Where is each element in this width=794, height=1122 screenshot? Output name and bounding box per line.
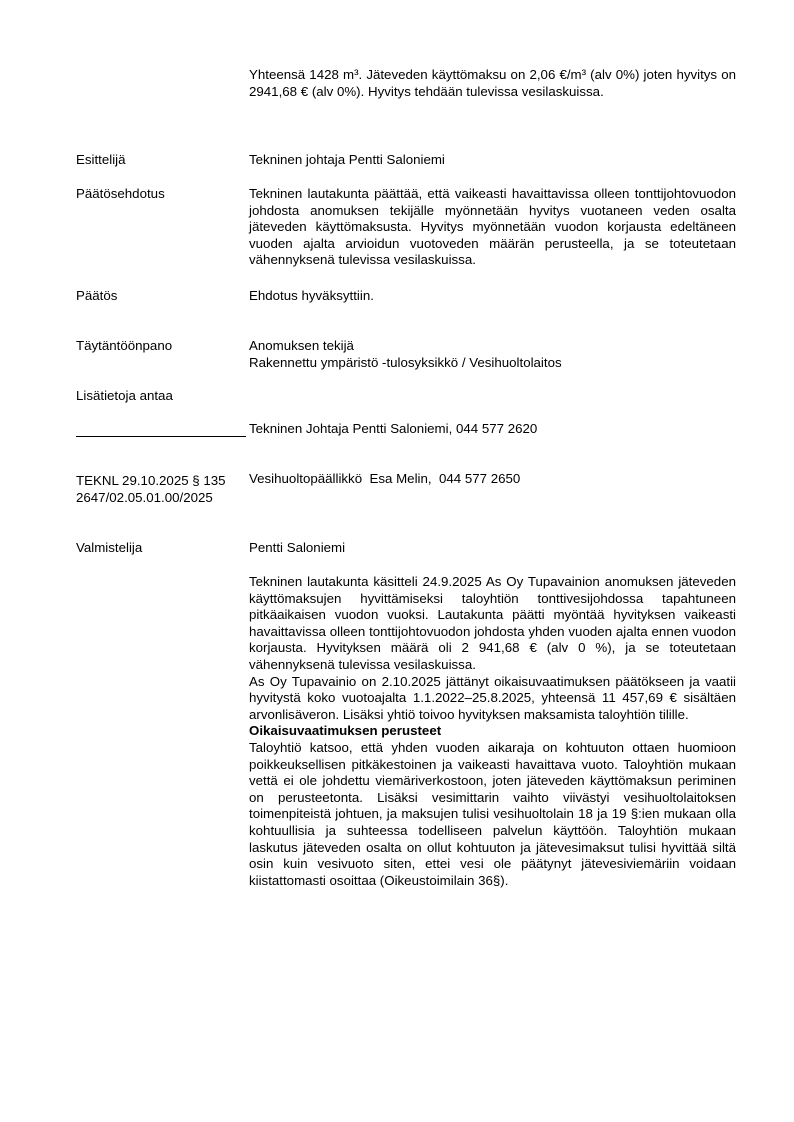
section-heading: Oikaisuvaatimuksen perusteet [249, 723, 442, 739]
taytantoonpano-line: Anomuksen tekijä [249, 338, 354, 353]
lisatietoja-line: Tekninen Johtaja Pentti Saloniemi, 044 577 2620 [249, 421, 538, 437]
esittelija-value: Tekninen johtaja Pentti Saloniemi [249, 152, 445, 167]
taytantoonpano-label: Täytäntöönpano [76, 338, 173, 353]
section-paragraph: Taloyhtiö katsoo, että yhden vuoden aikaraja on kohtuuton ottaen huomioon poikkeuksellisen pitkäkestoinen ja vaikeasti havaittava vuoto. Taloyhtiön mukaan vettä ei ole johdettu viemäriverkostoon, joten jäteveden käyttömaksun periminen on perusteetonta. Lisäksi vesimittarin vaihto viivästyi vesihuoltolaitoksen toimenpiteistä johtuen, ja maksujen tulisi vesihuoltolain 18 ja 19 §:ien mukaan olla kohtuullisia ja suhteessa todelliseen palvelun käyttöön. Taloyhtiön mukaan laskutus jäteveden osalta on ollut kohtuuton ja jätevesimaksut tulisi hyvittää siltä osin kuin vesivuoto siten, ettei vesi ole päätynyt jätevesiviemäriin voidaan kiistattomasti osoittaa (Oikeustoimilain 36§). [249, 739, 736, 888]
reference-block [76, 473, 246, 506]
body-text [249, 574, 736, 889]
taytantoonpano-value [249, 338, 736, 371]
paatosehdotus-paragraph: Tekninen lautakunta päättää, että vaikeasti havaittavissa olleen tonttijohtovuodon johdosta anomuksen tekijälle myönnetään hyvitys vuotaneen veden osalta jäteveden käyttömaksusta. Hyvitys myönnetään vuodon korjausta edeltäneen vuoden ajalta arvioidun vuotoveden määrän perusteella, ja se toteutetaan vähennyksenä tulevissa vesilaskuissa. [249, 186, 736, 268]
paatosehdotus-label: Päätösehdotus [76, 186, 165, 201]
section-divider [76, 436, 246, 437]
reference-line-1: TEKNL 29.10.2025 § 135 [76, 473, 226, 488]
body-paragraph: Tekninen lautakunta käsitteli 24.9.2025 As Oy Tupavainion anomuksen jäteveden käyttömaksujen hyvittämiseksi taloyhtiön tonttivesijohdossa tapahtuneen pitkäaikaisen vuodon vuoksi. Lautakunta päätti myöntää hyvityksen vaikeasti havaittavissa olleen tonttijohtovuodon johdosta yhden vuoden ajalta ennen vuodon korjausta. Hyvityksen määrä oli 2 941,68 € (alv 0 %), ja se toteutetaan vähennyksenä tulevissa vesilaskuissa. [249, 574, 736, 672]
lisatietoja-value [249, 388, 736, 521]
lisatietoja-line: Vesihuoltopäällikkö Esa Melin, 044 577 2650 [249, 470, 521, 486]
intro-paragraph: Yhteensä 1428 m³. Jäteveden käyttömaksu on 2,06 €/m³ (alv 0%) joten hyvitys on 2941,68 € (alv 0%). Hyvitys tehdään tulevissa vesilaskuissa. [249, 67, 736, 99]
paatos-label: Päätös [76, 288, 118, 303]
lisatietoja-label: Lisätietoja antaa [76, 388, 173, 403]
esittelija-label: Esittelijä [76, 152, 126, 167]
body-paragraph: As Oy Tupavainio on 2.10.2025 jättänyt oikaisuvaatimuksen päätökseen ja vaatii hyvitystä koko vuotoajalta 1.1.2022–25.8.2025, yhteensä 11 457,69 € sisältäen arvonlisäveron. Lisäksi yhtiö toivoo hyvityksen maksamista taloyhtiön tilille. [249, 673, 736, 722]
reference-line-2: 2647/02.05.01.00/2025 [76, 489, 213, 505]
paatos-value: Ehdotus hyväksyttiin. [249, 288, 374, 303]
valmistelija-value: Pentti Saloniemi [249, 540, 346, 555]
valmistelija-label: Valmistelija [76, 540, 143, 555]
taytantoonpano-line: Rakennettu ympäristö -tulosyksikkö / Vesihuoltolaitos [249, 354, 562, 370]
intro-text [249, 67, 736, 100]
paatosehdotus-value [249, 186, 736, 269]
